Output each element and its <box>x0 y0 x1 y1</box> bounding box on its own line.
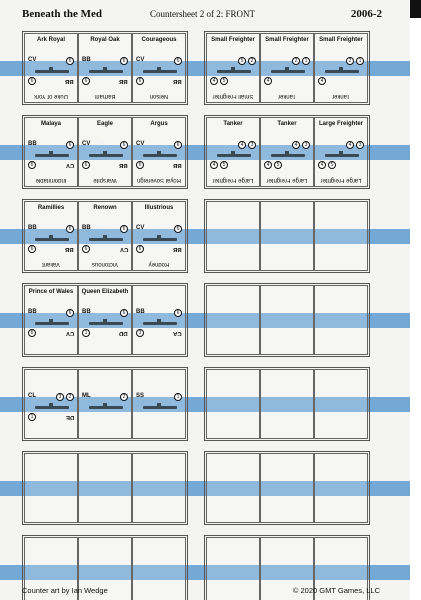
sheet-code: 2006-2 <box>350 8 382 20</box>
counter-flip-name: Indomitable <box>35 177 67 183</box>
counter <box>78 117 132 187</box>
counter <box>206 369 260 439</box>
strength-value: 6 <box>174 225 182 233</box>
counter-type: ML <box>82 393 91 399</box>
counter-type: BB <box>82 225 91 231</box>
counter-type: CV <box>136 225 145 231</box>
strength-value: 2 <box>248 57 256 65</box>
counter-flip-type: BB <box>173 78 182 84</box>
sheet-footer <box>0 586 410 598</box>
art-credit: Counter art by Ian Wedge <box>22 586 108 595</box>
counter <box>78 33 132 103</box>
ship-silhouette <box>35 70 69 73</box>
strength-value: 3 <box>302 141 310 149</box>
strength-value: 1 <box>356 57 364 65</box>
ship-silhouette <box>143 154 177 157</box>
counter <box>78 285 132 355</box>
counter-name: Small Freighter <box>319 37 363 43</box>
strength-value: 6 <box>174 141 182 149</box>
counter <box>132 369 186 439</box>
ship-silhouette <box>143 406 177 409</box>
counter-flip-name: Tanker <box>278 93 297 99</box>
sheet-subtitle: Countersheet 2 of 2: FRONT <box>150 9 255 19</box>
ship-silhouette <box>271 70 305 73</box>
flip-strength-value: 6 <box>28 161 36 169</box>
ship-silhouette <box>325 154 359 157</box>
strength-value: 6 <box>120 57 128 65</box>
ship-silhouette <box>89 154 123 157</box>
flip-strength-value: 6 <box>28 329 36 337</box>
counter <box>260 33 314 103</box>
counter-type: CV <box>136 141 145 147</box>
counter-flip-type: BB <box>119 78 128 84</box>
speed-arrows: »» <box>99 141 106 147</box>
counter <box>206 117 260 187</box>
counter-flip-name: Warspite <box>93 177 117 183</box>
counter-flip-name: Large Freighter <box>266 177 308 183</box>
counter-flip-type: CV <box>65 162 74 168</box>
counter-type: BB <box>136 309 145 315</box>
counter <box>132 201 186 271</box>
counter-name: Tanker <box>277 121 297 127</box>
strength-value-2: 4 <box>346 141 354 149</box>
strength-value: 6 <box>66 309 74 317</box>
counter-flip-type: CA <box>173 330 182 336</box>
counter <box>24 285 78 355</box>
counter <box>78 201 132 271</box>
counter-flip-type: BB <box>119 162 128 168</box>
ship-silhouette <box>217 70 251 73</box>
ship-silhouette <box>35 322 69 325</box>
ship-silhouette <box>89 238 123 241</box>
strength-value: 2 <box>66 393 74 401</box>
counter <box>206 453 260 523</box>
counter <box>24 117 78 187</box>
ship-silhouette <box>143 322 177 325</box>
counter <box>132 117 186 187</box>
strength-value: 6 <box>174 57 182 65</box>
counter <box>24 201 78 271</box>
ship-silhouette <box>89 70 123 73</box>
ship-silhouette <box>143 70 177 73</box>
counter-name: Queen Elizabeth <box>81 289 129 295</box>
flip-strength-value-2: 5 <box>220 77 228 85</box>
ship-silhouette <box>89 322 123 325</box>
counter-type: BB <box>82 309 91 315</box>
counter-type: CV <box>28 57 37 63</box>
counter-type: BB <box>28 309 37 315</box>
counter <box>314 285 368 355</box>
strength-value: 3 <box>248 141 256 149</box>
ship-silhouette <box>35 406 69 409</box>
counter-flip-name: Tanker <box>332 93 351 99</box>
strength-value: 1 <box>302 57 310 65</box>
speed-arrows: »» <box>45 57 52 63</box>
page-edge <box>410 0 421 600</box>
speed-arrows: »» <box>99 225 106 231</box>
strength-value: 6 <box>66 141 74 149</box>
counter <box>260 201 314 271</box>
flip-strength-value: 1 <box>82 329 90 337</box>
counter-flip-name: Nelson <box>149 93 169 99</box>
flip-strength-value: 4 <box>318 161 326 169</box>
counter <box>314 453 368 523</box>
flip-strength-value: 3 <box>136 329 144 337</box>
counter <box>132 33 186 103</box>
counter-flip-name: Royal Sovereign <box>136 177 182 183</box>
flip-strength-value: 6 <box>28 77 36 85</box>
counter-flip-type: DE <box>65 414 74 420</box>
flip-strength-value: 1 <box>28 413 36 421</box>
speed-arrows: »» <box>153 225 160 231</box>
strength-value: 2 <box>120 393 128 401</box>
counter <box>260 453 314 523</box>
strength-value-2: 2 <box>346 57 354 65</box>
counter-name: Royal Oak <box>90 37 120 43</box>
counter <box>132 453 186 523</box>
sheet-title: Beneath the Med <box>22 8 103 20</box>
counter-name: Eagle <box>96 121 113 127</box>
counter-flip-type: BB <box>65 78 74 84</box>
counter <box>206 285 260 355</box>
counter <box>132 285 186 355</box>
flip-strength-value: 6 <box>136 161 144 169</box>
counter <box>24 33 78 103</box>
counter-type: SS <box>136 393 145 399</box>
counter-name: Ark Royal <box>36 37 65 43</box>
flip-strength-value: 4 <box>210 161 218 169</box>
counter <box>314 201 368 271</box>
page-edge-shadow <box>410 0 421 18</box>
counter <box>206 33 260 103</box>
counter <box>314 117 368 187</box>
counter-type: BB <box>28 141 37 147</box>
counter-name: Argus <box>150 121 168 127</box>
ship-silhouette <box>217 154 251 157</box>
strength-value-2: 4 <box>238 141 246 149</box>
counter-flip-name: Rodney <box>148 261 170 267</box>
counter <box>78 369 132 439</box>
strength-value: 6 <box>66 225 74 233</box>
strength-value: 6 <box>66 57 74 65</box>
counter-flip-name: Large Freighter <box>320 177 362 183</box>
counter-flip-name: Duke of York <box>33 93 69 99</box>
counter <box>78 453 132 523</box>
counter <box>24 369 78 439</box>
counter <box>260 369 314 439</box>
flip-strength-value-2: 5 <box>328 161 336 169</box>
counter-flip-type: BB <box>173 162 182 168</box>
counter <box>24 453 78 523</box>
counter-flip-type: BB <box>173 246 182 252</box>
counter-type: BB <box>82 57 91 63</box>
ship-silhouette <box>325 70 359 73</box>
counter-flip-type: CV <box>119 246 128 252</box>
counter-type: BB <box>28 225 37 231</box>
flip-strength-value: 4 <box>264 77 272 85</box>
flip-strength-value: 4 <box>318 77 326 85</box>
strength-value: 6 <box>120 225 128 233</box>
ship-silhouette <box>35 154 69 157</box>
counter-flip-type: DD <box>119 330 128 336</box>
strength-value-2: 5 <box>238 57 246 65</box>
flip-strength-value: 6 <box>28 245 36 253</box>
counter-type: CV <box>136 57 145 63</box>
flip-strength-value: 6 <box>136 245 144 253</box>
ship-silhouette <box>143 238 177 241</box>
ship-silhouette <box>271 154 305 157</box>
counter-name: Tanker <box>223 121 243 127</box>
counter-type: CL <box>28 393 36 399</box>
flip-strength-value: 6 <box>136 77 144 85</box>
counter-flip-name: Large Freighter <box>212 177 254 183</box>
strength-value: 1 <box>174 393 182 401</box>
flip-strength-value: 4 <box>264 161 272 169</box>
counter <box>314 369 368 439</box>
speed-arrows: »» <box>99 57 106 63</box>
flip-strength-value: 6 <box>82 245 90 253</box>
counter-type: CV <box>82 141 91 147</box>
counter-flip-name: Barham <box>94 93 116 99</box>
flip-strength-value: 4 <box>210 77 218 85</box>
strength-value: 6 <box>120 309 128 317</box>
speed-arrows: »» <box>153 57 160 63</box>
counter-name: Renown <box>93 205 117 211</box>
counter-name: Illustrious <box>144 205 174 211</box>
flip-strength-value-2: 5 <box>220 161 228 169</box>
copyright: © 2020 GMT Games, LLC <box>292 586 380 595</box>
flip-strength-value: 6 <box>82 161 90 169</box>
counter <box>206 201 260 271</box>
counter-name: Ramillies <box>37 205 65 211</box>
ship-silhouette <box>35 238 69 241</box>
sheet-header <box>0 6 410 22</box>
flip-strength-value-2: 5 <box>274 161 282 169</box>
strength-value-2: 2 <box>292 57 300 65</box>
counter-name: Prince of Wales <box>28 289 74 295</box>
counter-flip-type: CV <box>65 330 74 336</box>
counter <box>260 285 314 355</box>
counter-flip-name: Victorious <box>91 261 119 267</box>
counter-flip-type: BB <box>65 246 74 252</box>
strength-value-2: 4 <box>292 141 300 149</box>
flip-strength-value: 6 <box>82 77 90 85</box>
strength-value: 6 <box>120 141 128 149</box>
counter-name: Malaya <box>40 121 61 127</box>
strength-value: 6 <box>174 309 182 317</box>
counter-name: Small Freighter <box>265 37 309 43</box>
counter-name: Small Freighter <box>211 37 255 43</box>
counter-name: Courageous <box>141 37 177 43</box>
counter-name: Large Freighter <box>318 121 363 127</box>
strength-value: 3 <box>356 141 364 149</box>
counter-flip-name: Valiant <box>42 261 60 267</box>
counter <box>314 33 368 103</box>
ship-silhouette <box>89 406 123 409</box>
counter <box>260 117 314 187</box>
counter-flip-name: Small Freighter <box>212 93 254 99</box>
strength-value-2: 3 <box>56 393 64 401</box>
